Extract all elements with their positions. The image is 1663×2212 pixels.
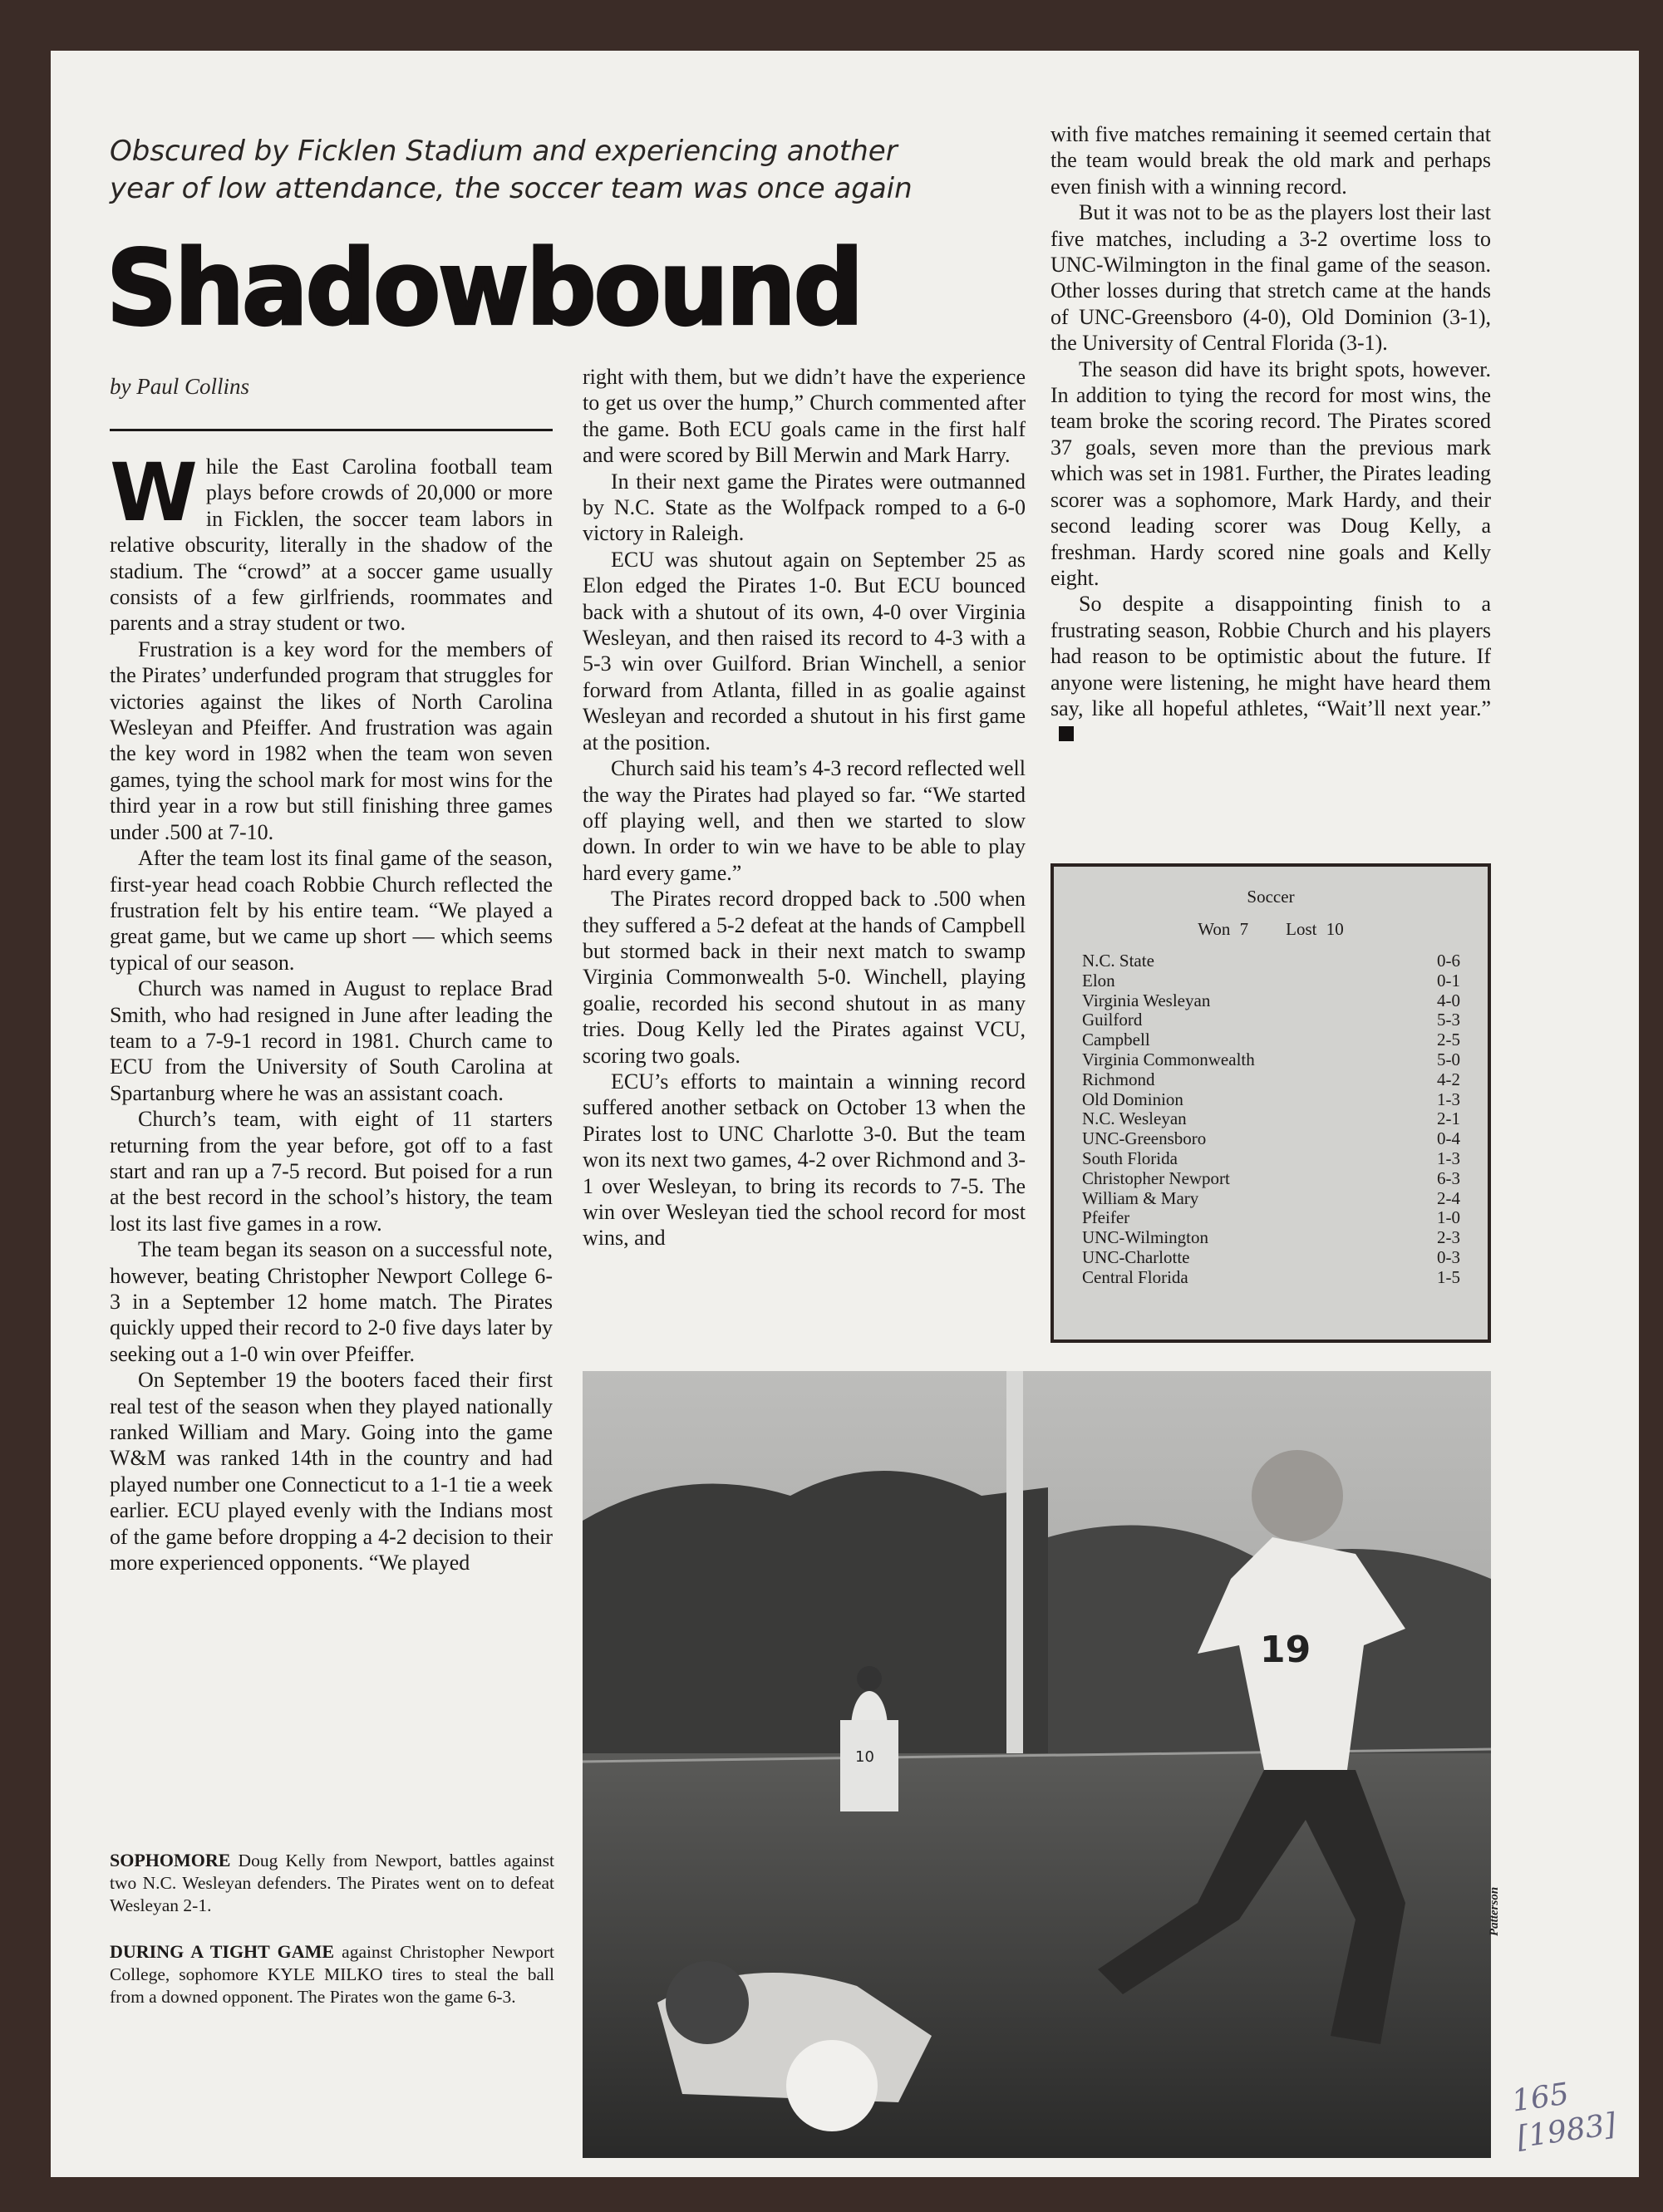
photo-caption-1 (110, 1849, 554, 1917)
score: 1-3 (1437, 1148, 1460, 1168)
score: 1-3 (1437, 1089, 1460, 1109)
opponent: Virginia Commonwealth (1082, 1049, 1255, 1069)
paragraph: Church said his team’s 4-3 record reflected well the way the Pirates had played so far. “We started off playing well, and then we started to slow down. In order to win we have to be able to play hard every game.” (583, 756, 1026, 885)
photo-caption-2 (110, 1940, 554, 2008)
score: 4-0 (1437, 990, 1460, 1010)
score: 6-3 (1437, 1167, 1460, 1188)
paragraph: The team began its season on a successful note, however, beating Christopher Newport College 6-3 in a September 12 home match. The Pirates quickly upped their record to 2-0 five days later by seeking out a 1-0 win over Pfeiffer. (110, 1237, 553, 1366)
opponent: Elon (1082, 970, 1115, 990)
opponent: Virginia Wesleyan (1082, 990, 1211, 1010)
player-10 (840, 1720, 898, 1811)
paragraph (110, 446, 553, 637)
paragraph: But it was not to be as the players lost their last five matches, including a 3-2 overtime loss to UNC-Wilmington in the final game of the season. Other losses during that stretch came at the hands of UNC-Greensboro (4-0), Old Dominion (3-1), the University of Central Florida (3-1). (1050, 200, 1491, 356)
handwritten-page-number (1509, 2072, 1618, 2156)
result-row (1082, 1030, 1460, 1050)
result-row (1082, 951, 1460, 971)
score: 2-1 (1437, 1108, 1460, 1129)
opponent: Pfeifer (1082, 1207, 1130, 1228)
score: 0-6 (1437, 951, 1460, 971)
paragraph: On September 19 the booters faced their first real test of the season when they played nationally ranked William and Mary. Going into the game W&M was ranked 14th in the country and had played number one Connecticut to a 1-1 tie a week earlier. ECU played evenly with the Indians most of the game before dropping a 4-2 decision to their more experienced opponents. “We played (110, 1368, 553, 1575)
jersey-number: 10 (855, 1748, 874, 1766)
result-row (1082, 1070, 1460, 1090)
paragraph: The Pirates record dropped back to .500 when they suffered a 5-2 defeat at the hands of Campbell but stormed back in their next match to swamp Virginia Commonwealth 5-0. Winchell, playing goalie, recorded his second shutout in as many tries. Doug Kelly led the Pirates against VCU, scoring two goals. (583, 887, 1026, 1068)
result-row (1082, 1090, 1460, 1110)
score: 1-0 (1437, 1207, 1460, 1228)
soccer-ball (786, 2040, 878, 2131)
result-row (1082, 1208, 1460, 1228)
opponent: William & Mary (1082, 1187, 1199, 1208)
paragraph: The season did have its bright spots, however. In addition to tying the record for most wins, the team broke the scoring record. The Pirates scored 37 goals, seven more than the previous mark which was set in 1981. Further, the Pirates leading scorer was a sophomore, Mark Hardy, and their second leading scorer was Doug Kelly, a freshman. Hardy scored nine goals and Kelly eight. (1050, 356, 1491, 590)
handwritten-year: [1983] (1514, 2106, 1618, 2155)
score: 0-1 (1437, 970, 1460, 990)
scorebox-title: Soccer (1247, 887, 1295, 907)
opponent: UNC-Charlotte (1082, 1246, 1190, 1267)
soccer-photo (583, 1371, 1491, 2158)
score: 0-3 (1437, 1246, 1460, 1267)
opponent: N.C. State (1082, 951, 1154, 971)
paragraph: ECU’s efforts to maintain a winning record suffered another setback on October 13 when the Pirates lost to UNC Charlotte 3-0. But the team won its next two games, 4-2 over Richmond and 3-1 over Wesleyan, to bring its records to 7-5. The win over Wesleyan tied the school record for most wins, and (583, 1069, 1026, 1251)
article-column-3 (1050, 121, 1491, 748)
score: 2-5 (1437, 1030, 1460, 1050)
article-column-1 (110, 446, 553, 1575)
score: 5-0 (1437, 1049, 1460, 1069)
article-column-2 (583, 364, 1026, 1251)
score: 5-3 (1437, 1010, 1460, 1030)
score: 4-2 (1437, 1069, 1460, 1089)
score: 0-4 (1437, 1128, 1460, 1149)
handwritten-page: 165 (1509, 2077, 1572, 2119)
paragraph: Church was named in August to replace Brad Smith, who had resigned in June after leading the team to a 7-9-1 record in 1981. Church came to ECU from the University of South Carolina at Spartanburg where he was an assistant coach. (110, 976, 553, 1105)
paragraph-text: hile the East Carolina football team plays before crowds of 20,000 or more in Ficklen, the soccer team labors in relative obscurity, literally in the shadow of the stadium. The “crowd” at a soccer game usually consists of a few girlfriends, roommates and parents and a stray student or two. (110, 455, 553, 636)
divider-rule (110, 429, 553, 431)
opponent: Guilford (1082, 1010, 1143, 1030)
result-row (1082, 991, 1460, 1011)
opponent: N.C. Wesleyan (1082, 1108, 1187, 1129)
trees (583, 1471, 1048, 1762)
headline: Shadowbound (106, 227, 862, 348)
photo-credit: Patterson (1488, 1886, 1501, 1936)
result-row (1082, 1268, 1460, 1288)
utility-pole (1006, 1371, 1023, 1770)
opponent: UNC-Greensboro (1082, 1128, 1207, 1149)
byline: by Paul Collins (110, 374, 249, 399)
score: 2-3 (1437, 1227, 1460, 1248)
opponent: Campbell (1082, 1030, 1150, 1050)
paragraph: After the team lost its final game of the season, first-year head coach Robbie Church reflected the frustration felt by his entire team. “We played a great game, but we came up short — which seems typical of our season. (110, 846, 553, 975)
opponent: UNC-Wilmington (1082, 1227, 1208, 1248)
result-row (1082, 1129, 1460, 1149)
photo-illustration (583, 1371, 1491, 2158)
result-row (1082, 1149, 1460, 1169)
paragraph: Church’s team, with eight of 11 starters returning from the year before, got off to a fast start and ran up a 7-5 record. But poised for a run at the best record in the school’s history, the team lost its last five games in a row. (110, 1107, 553, 1236)
paragraph: right with them, but we didn’t have the experience to get us over the hump,” Church commented after the game. Both ECU goals came in the first half and were scored by Bill Merwin and Mark Harry. (583, 365, 1026, 468)
paragraph: with five matches remaining it seemed certain that the team would break the old mark and perhaps even finish with a winning record. (1050, 122, 1491, 199)
paragraph: In their next game the Pirates were outmanned by N.C. State as the Wolfpack romped to a 6-0 victory in Raleigh. (583, 469, 1026, 546)
result-row (1082, 1189, 1460, 1209)
paragraph: Frustration is a key word for the members of the Pirates’ underfunded program that struggles for victories against the likes of North Carolina Wesleyan and Pfeiffer. And frustration was again the key word in 1982 when the team won seven games, tying the school mark for most wins for the third year in a row but still finishing three games under .500 at 7-10. (110, 637, 553, 844)
paragraph-text: So despite a disappointing finish to a frustrating season, Robbie Church and his players had reason to be optimistic about the future. If anyone were listening, he might have heard them say, like all hopeful athletes, “Wait’ll next year.” (1050, 592, 1491, 720)
result-row (1082, 1050, 1460, 1070)
result-row (1082, 971, 1460, 991)
scorebox-record: Won 7 Lost 10 (1198, 919, 1344, 939)
drop-cap: W (110, 446, 198, 539)
caption-lead: DURING A TIGHT GAME (110, 1941, 335, 1962)
season-scorebox (1050, 863, 1491, 1343)
opponent: Old Dominion (1082, 1089, 1183, 1109)
jersey-number: 19 (1260, 1629, 1311, 1671)
score: 2-4 (1437, 1187, 1460, 1208)
opponent: South Florida (1082, 1148, 1178, 1168)
paragraph: ECU was shutout again on September 25 as Elon edged the Pirates 1-0. But ECU bounced back with a shutout of its own, 4-0 over Virginia Wesleyan, and then raised its record to 4-3 with a 5-3 win over Guilford. Brian Winchell, a senior forward from Atlanta, filled in as goalie against Wesleyan and recorded a shutout in his first game at the position. (583, 547, 1026, 755)
result-row (1082, 1228, 1460, 1248)
result-row (1082, 1010, 1460, 1030)
opponent: Richmond (1082, 1069, 1155, 1089)
caption-lead: SOPHOMORE (110, 1850, 231, 1870)
opponent: Christopher Newport (1082, 1167, 1230, 1188)
opponent: Central Florida (1082, 1266, 1188, 1287)
end-mark-icon (1059, 726, 1074, 741)
results-table (1082, 951, 1460, 1288)
result-row (1082, 1109, 1460, 1129)
result-row (1082, 1169, 1460, 1189)
caption-text: against Christopher Newport College, sophomore KYLE MILKO tires to steal the ball from a downed opponent. The Pirates won the game 6-3. (110, 1942, 554, 2007)
caption-text: Doug Kelly from Newport, battles against two N.C. Wesleyan defenders. The Pirates went on to defeat Wesleyan 2-1. (110, 1851, 554, 1915)
result-row (1082, 1248, 1460, 1268)
score: 1-5 (1437, 1266, 1460, 1287)
paragraph (1050, 591, 1491, 747)
deck-subtitle: Obscured by Ficklen Stadium and experiencing another year of low attendance, the soccer team was once again (110, 135, 913, 205)
